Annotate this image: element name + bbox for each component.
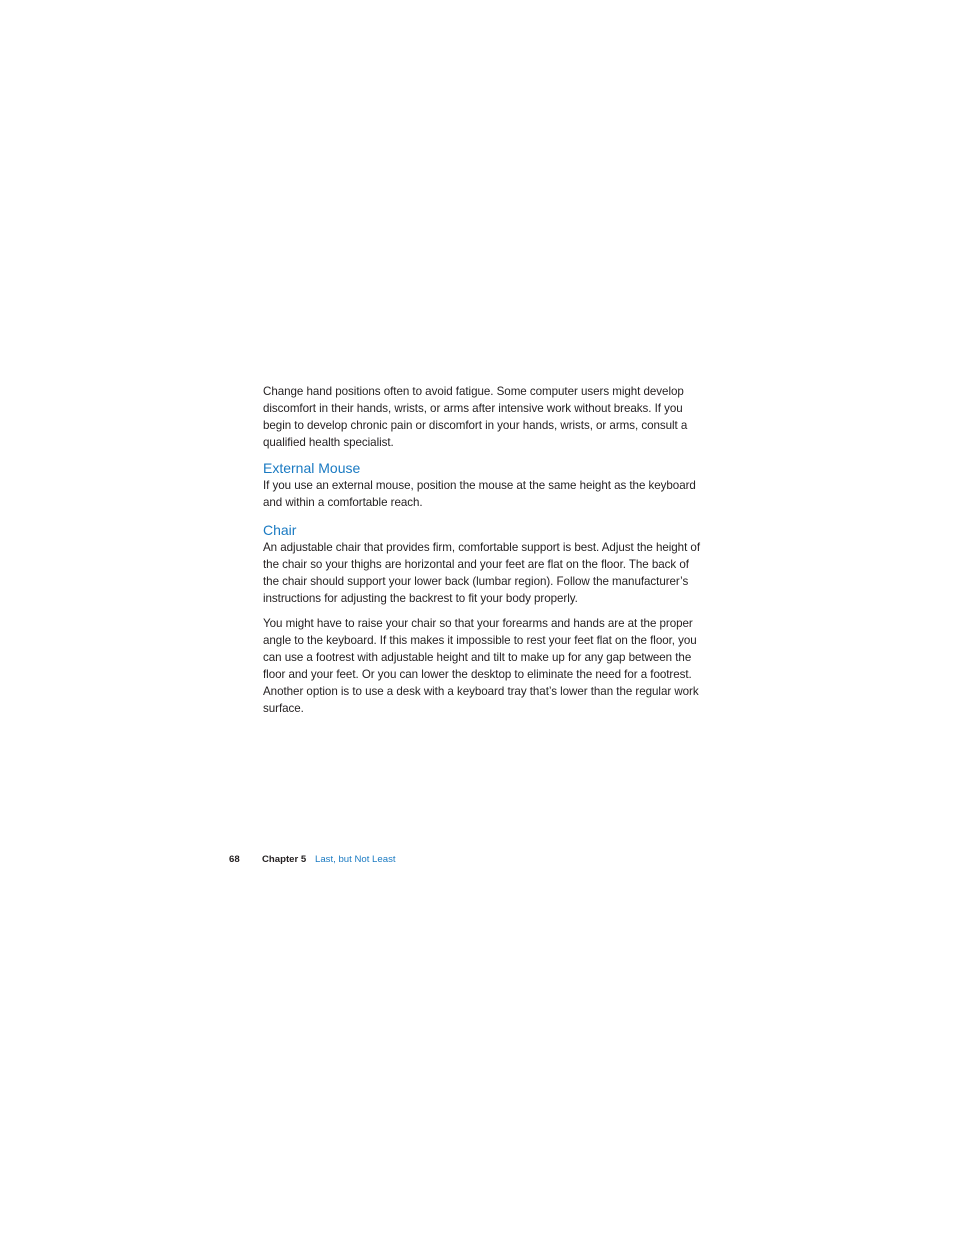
intro-paragraph: Change hand positions often to avoid fatigue. Some computer users might develop discomfort in their hands, wrists, or arms after intensive work without breaks. If you begin to develop chronic pain or discomfort in your hands, wrists, or arms, consult a qualified health specialist. [263, 385, 688, 450]
section-heading-external-mouse: External Mouse [263, 460, 361, 477]
chapter-label: Chapter 5 [262, 854, 307, 865]
chair-paragraph: You might have to raise your chair so that your forearms and hands are at the proper angle to the keyboard. If this makes it impossible to rest your feet flat on the floor, you can use a footrest with adjustable height and tilt to make up for any gap between the floor and your feet. Or you can lower the desktop to eliminate the need for a footrest. Another option is to use a desk with a keyboard tray that’s lower than the regular work surface. [263, 616, 699, 716]
page-content [263, 383, 708, 718]
section-heading-chair: Chair [263, 521, 297, 538]
chair-paragraph: An adjustable chair that provides firm, comfortable support is best. Adjust the height of the chair so your thighs are horizontal and your feet are flat on the floor. The back of the chair should support your lower back (lumbar region). Follow the manufacturer’s instructions for adjusting the backrest to fit your body properly. [263, 540, 700, 605]
chapter-title: Last, but Not Least [315, 854, 396, 865]
page-number: 68 [229, 854, 240, 865]
external-mouse-paragraph: If you use an external mouse, position the mouse at the same height as the keyboard and within a comfortable reach. [263, 479, 696, 510]
